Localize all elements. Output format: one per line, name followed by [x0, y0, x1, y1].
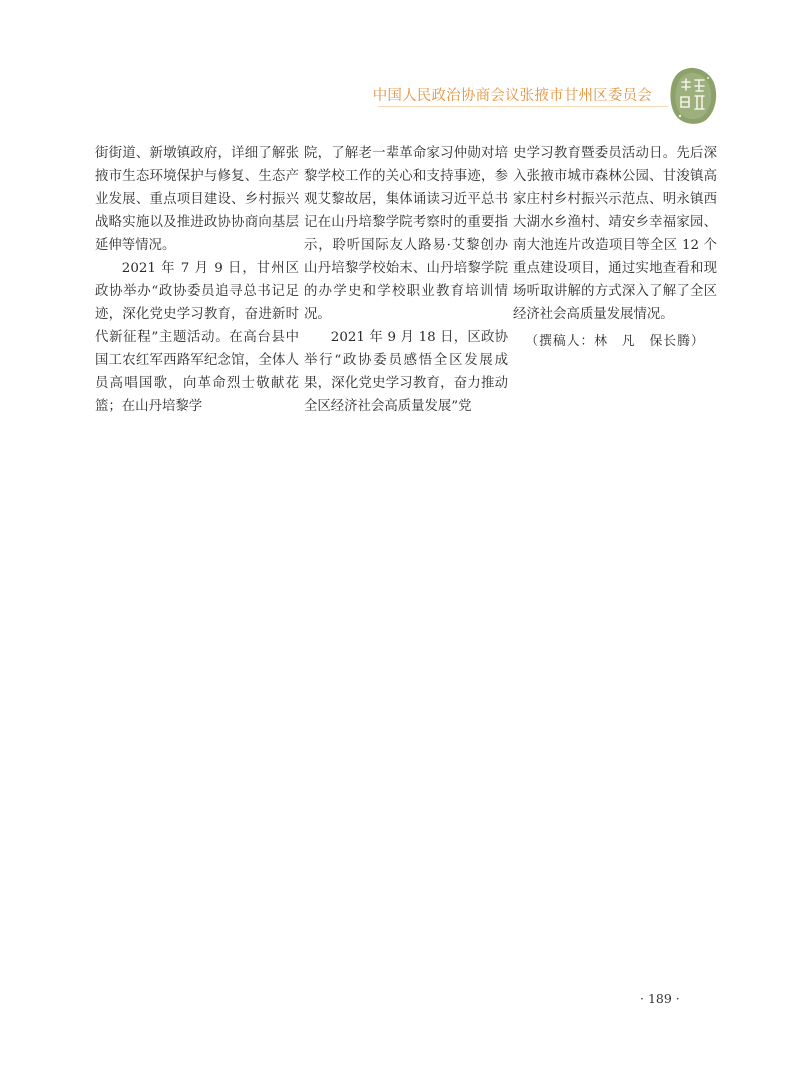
paragraph: 院，了解老一辈革命家习仲勋对培黎学校工作的关心和支持事迹，参观艾黎故居，集体诵读习近平总书记在山丹培黎学院考察时的重要指示，聆听国际友人路易·艾黎创办山丹培黎学校始末、山丹培黎学院的办学史和学校职业教育培训情况。 [304, 146, 508, 322]
author-byline: （撰稿人：林 凡 保长腾） [525, 334, 705, 349]
page-number: · 189 · [640, 991, 680, 1006]
paragraph: 2021 年 9 月 18 日，区政协举行“政协委员感悟全区发展成果，深化党史学习教育，奋力推动全区经济社会高质量发展”党 [304, 330, 508, 414]
header-rule [378, 106, 668, 107]
text-column-2 [304, 142, 508, 418]
seal-stamp-icon [668, 66, 718, 126]
paragraph: 2021 年 7 月 9 日，甘州区政协举办“政协委员追寻总书记足迹，深化党史学习教育，奋进新时代新征程”主题活动。在高台县中国工农红军西路军纪念馆，全体人员高唱国歌，向革命烈士敬献花篮；在山丹培黎学 [95, 261, 299, 414]
text-column-3 [513, 142, 717, 353]
paragraph: 史学习教育暨委员活动日。先后深入张掖市城市森林公园、甘浚镇高家庄村乡村振兴示范点、明永镇西大湖水乡渔村、靖安乡幸福家园、南大池连片改造项目等全区 12 个重点建设项目，通过实地查看和现场听取讲解的方式深入了解了全区经济社会高质量发展情况。 [513, 146, 717, 322]
paragraph: 街街道、新墩镇政府，详细了解张掖市生态环境保护与修复、生态产业发展、重点项目建设、乡村振兴战略实施以及推进政协协商向基层延伸等情况。 [95, 146, 299, 253]
header-title: 中国人民政治协商会议张掖市甘州区委员会 [372, 88, 652, 104]
text-column-1 [95, 142, 299, 418]
